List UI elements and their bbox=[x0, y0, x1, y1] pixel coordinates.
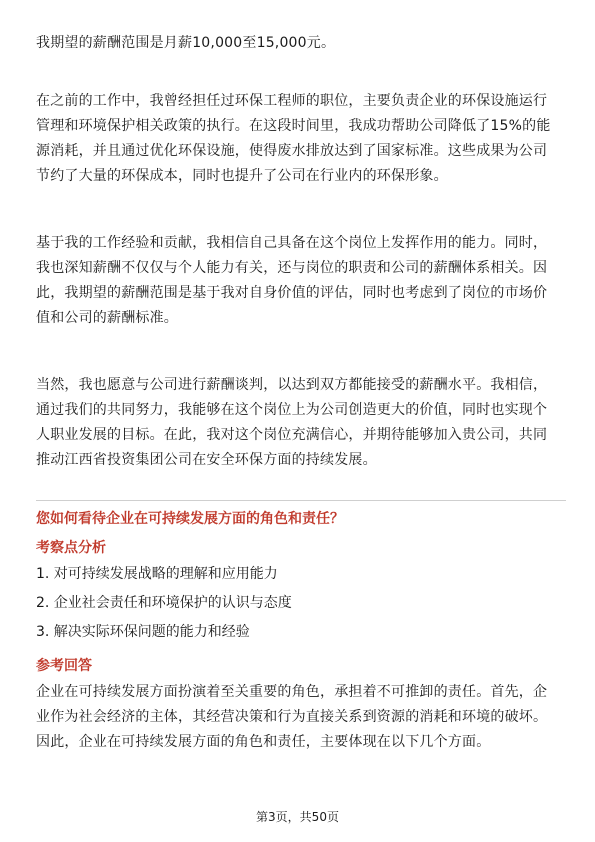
analysis-list bbox=[36, 560, 566, 647]
work-experience-paragraph: 在之前的工作中，我曾经担任过环保工程师的职位，主要负责企业的环保设施运行 管理和环境保护相关政策的执行。在这段时间里，我成功帮助公司降低了15%的能 源消耗，并且通过优化环保设施，使得废水排放达到了国家标准。这些成果为公司 节约了大量的环保成本，同时也提升了公司在行业内的环保形象。 bbox=[36, 93, 551, 184]
analysis-item: 3. 解决实际环保问题的能力和经验 bbox=[36, 624, 250, 640]
analysis-heading: 考察点分析 bbox=[36, 540, 106, 556]
self-assessment-paragraph: 基于我的工作经验和贡献，我相信自己具备在这个岗位上发挥作用的能力。同时， 我也深知薪酬不仅仅与个人能力有关，还与岗位的职责和公司的薪酬体系相关。因 此，我期望的薪酬范围是基于我对自身价值的评估，同时也考虑到了岗位的市场价 值和公司的薪酬标准。 bbox=[36, 235, 548, 326]
analysis-item: 2. 企业社会责任和环境保护的认识与态度 bbox=[36, 595, 292, 611]
interview-question: 您如何看待企业在可持续发展方面的角色和责任？ bbox=[36, 511, 344, 527]
section-divider bbox=[36, 500, 566, 501]
answer-paragraph: 企业在可持续发展方面扮演着至关重要的角色，承担着不可推卸的责任。首先，企 业作为社会经济的主体，其经营决策和行为直接关系到资源的消耗和环境的破坏。 因此，企业在可持续发展方面的角色和责任，主要体现在以下几个方面。 bbox=[36, 684, 548, 750]
page-number: 第3页，共50页 bbox=[256, 810, 339, 824]
salary-expectation-paragraph: 我期望的薪酬范围是月薪10,000至15,000元。 bbox=[36, 35, 336, 51]
answer-heading: 参考回答 bbox=[36, 658, 92, 674]
negotiation-paragraph: 当然，我也愿意与公司进行薪酬谈判，以达到双方都能接受的薪酬水平。我相信， 通过我们的共同努力，我能够在这个岗位上为公司创造更大的价值，同时也实现个 人职业发展的目标。在此，我对这个岗位充满信心，并期待能够加入贵公司，共同 推动江西省投资集团公司在安全环保方面的持续发展。 bbox=[36, 377, 548, 468]
analysis-item: 1. 对可持续发展战略的理解和应用能力 bbox=[36, 566, 278, 582]
